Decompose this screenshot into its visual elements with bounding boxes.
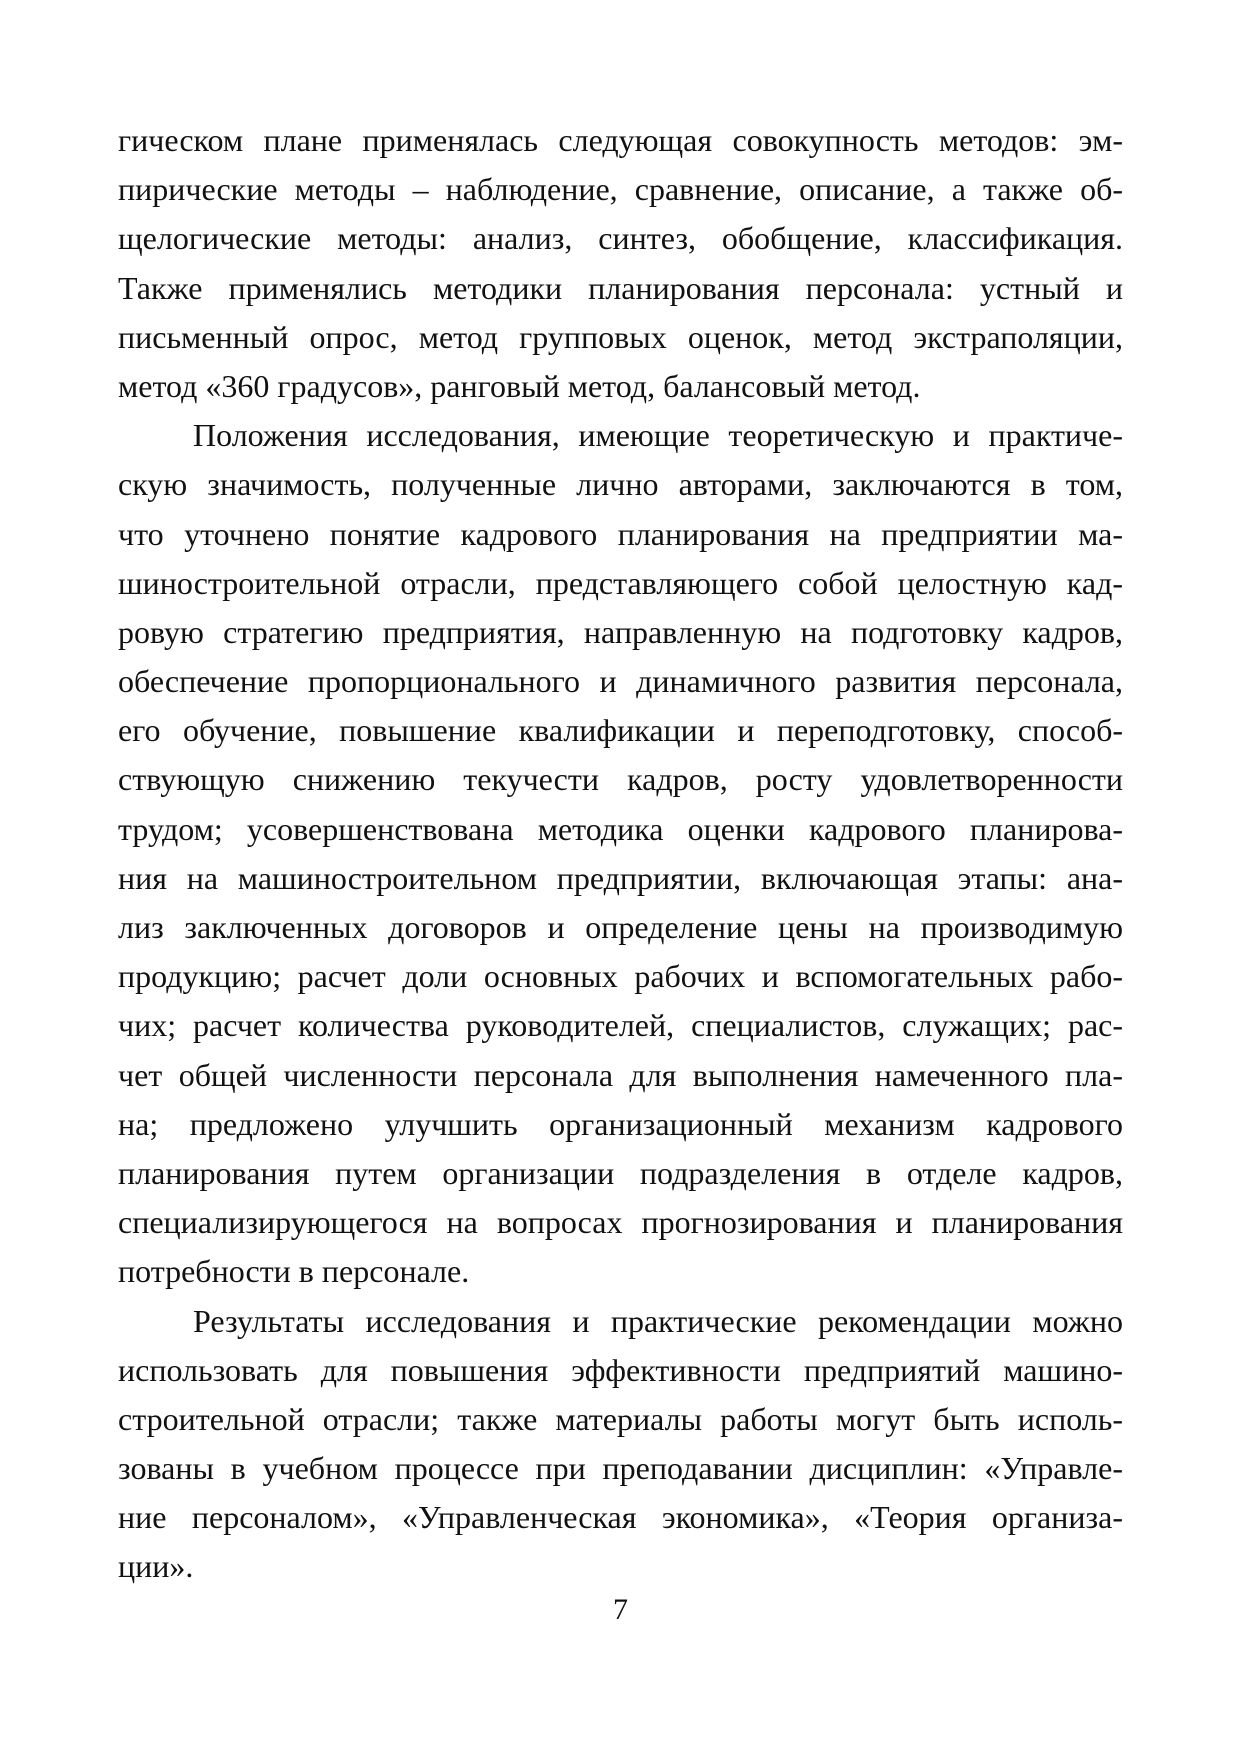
paragraph (118, 116, 1123, 411)
text-line: ния на машиностроительном предприятии, включающая этапы: ана- (118, 859, 1123, 896)
text-line: специализирующегося на вопросах прогнозирования и планирования (118, 1204, 1123, 1241)
text-line: письменный опрос, метод групповых оценок, метод экстраполяции, (118, 318, 1123, 355)
text-line: зованы в учебном процессе при преподавании дисциплин: «Управле- (118, 1450, 1123, 1487)
text-line: продукцию; расчет доли основных рабочих и вспомогательных рабо- (118, 958, 1123, 995)
text-line: что уточнено понятие кадрового планирования на предприятии ма- (118, 515, 1123, 552)
text-line: лиз заключенных договоров и определение цены на производимую (118, 909, 1123, 945)
text-line: потребности в персонале. (118, 1253, 470, 1290)
text-line: планирования путем организации подразделения в отделе кадров, (118, 1154, 1123, 1191)
text-line: скую значимость, полученные лично авторами, заключаются в том, (118, 466, 1123, 503)
text-line: ровую стратегию предприятия, направленную на подготовку кадров, (118, 613, 1123, 650)
text-line: гическом плане применялась следующая совокупность методов: эм- (118, 122, 1123, 158)
text-line: ние персоналом», «Управленческая экономика», «Теория организа- (118, 1499, 1123, 1536)
text-line: Положения исследования, имеющие теоретическую и практиче- (193, 417, 1123, 454)
text-line: пирические методы – наблюдение, сравнение, описание, а также об- (118, 171, 1123, 208)
text-line: чет общей численности персонала для выполнения намеченного пла- (118, 1056, 1123, 1093)
text-line: метод «360 градусов», ранговый метод, балансовый метод. (118, 367, 921, 404)
text-line: Результаты исследования и практические рекомендации можно (193, 1302, 1123, 1339)
text-line: на; предложено улучшить организационный механизм кадрового (118, 1105, 1123, 1142)
paragraph (118, 1297, 1123, 1592)
text-line: ствующую снижению текучести кадров, росту удовлетворенности (118, 761, 1123, 798)
body-text (118, 116, 1123, 1592)
text-line: шиностроительной отрасли, представляющего собой целостную кад- (118, 564, 1123, 601)
paragraph (118, 411, 1123, 1296)
text-line: чих; расчет количества руководителей, специалистов, служащих; рас- (118, 1007, 1123, 1044)
text-line: трудом; усовершенствована методика оценки кадрового планирова- (118, 810, 1123, 847)
text-line: использовать для повышения эффективности предприятий машино- (118, 1351, 1123, 1388)
text-line: щелогические методы: анализ, синтез, обобщение, классификация. (118, 220, 1123, 257)
text-line: строительной отрасли; также материалы работы могут быть исполь- (118, 1400, 1123, 1437)
text-line: его обучение, повышение квалификации и переподготовку, способ- (118, 712, 1123, 749)
text-line: ции». (118, 1548, 194, 1585)
text-line: обеспечение пропорционального и динамичного развития персонала, (118, 663, 1123, 700)
text-line: Также применялись методики планирования персонала: устный и (118, 269, 1123, 306)
page-number: 7 (613, 1593, 628, 1626)
